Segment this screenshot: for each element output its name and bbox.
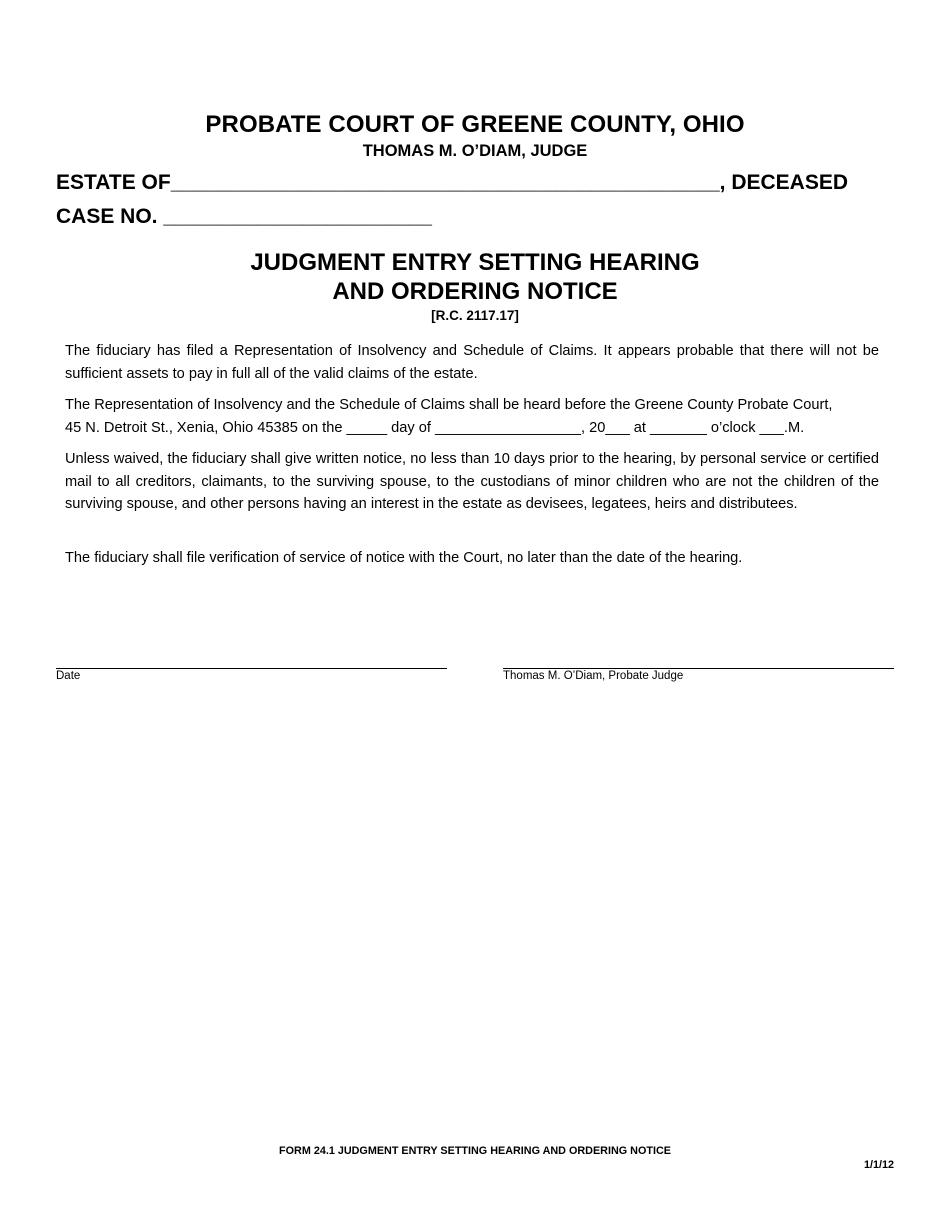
case-label: CASE NO. (56, 205, 158, 228)
judge-name: THOMAS M. O’DIAM, JUDGE (362, 142, 588, 160)
court-title: PROBATE COURT OF GREENE COUNTY, OHIO (205, 111, 745, 138)
date-label: Date (56, 670, 81, 682)
paragraph-hearing (65, 394, 879, 439)
estate-name-blank[interactable]: _______________________________________________ (170, 171, 720, 194)
judge-signature-label: Thomas M. O’Diam, Probate Judge (503, 670, 684, 682)
case-number-line (56, 205, 432, 229)
date-signature-line[interactable] (56, 668, 447, 669)
paragraph-verification: The fiduciary shall file verification of service of notice with the Court, no later than the date of the hearing. (65, 550, 743, 566)
paragraph-insolvency: The fiduciary has filed a Representation of Insolvency and Schedule of Claims. It appears probable that there will not be sufficient assets to pay in full all of the valid claims of the estate. (65, 343, 879, 382)
document-title-line1: JUDGMENT ENTRY SETTING HEARING (250, 249, 700, 276)
paragraph-notice: Unless waived, the fiduciary shall give written notice, no less than 10 days prior to the hearing, by personal service or certified mail to all creditors, claimants, to the surviving spouse, to the custodians of minor children who are not the children of the surviving spouse, and other persons having an interest in the estate as devisees, legatees, heirs and distributees. (65, 451, 879, 512)
document-title (0, 248, 950, 306)
footer-form-name: FORM 24.1 JUDGMENT ENTRY SETTING HEARING AND ORDERING NOTICE (279, 1145, 671, 1157)
statute-reference: [R.C. 2117.17] (431, 308, 519, 323)
estate-label: ESTATE OF (56, 171, 171, 194)
document-title-line2: AND ORDERING NOTICE (332, 278, 618, 305)
judge-signature-line[interactable] (503, 668, 894, 669)
paragraph-hearing-line1: The Representation of Insolvency and the Schedule of Claims shall be heard before the Greene County Probate Court, (65, 397, 833, 413)
case-number-blank[interactable]: _______________________ (163, 205, 432, 228)
deceased-suffix: , DECEASED (719, 171, 849, 194)
estate-of-line (56, 171, 848, 195)
footer-revision-date: 1/1/12 (863, 1159, 894, 1171)
paragraph-hearing-line2[interactable]: 45 N. Detroit St., Xenia, Ohio 45385 on the _____ day of __________________, 20___ at _______ o’clock ___.M. (65, 419, 805, 436)
